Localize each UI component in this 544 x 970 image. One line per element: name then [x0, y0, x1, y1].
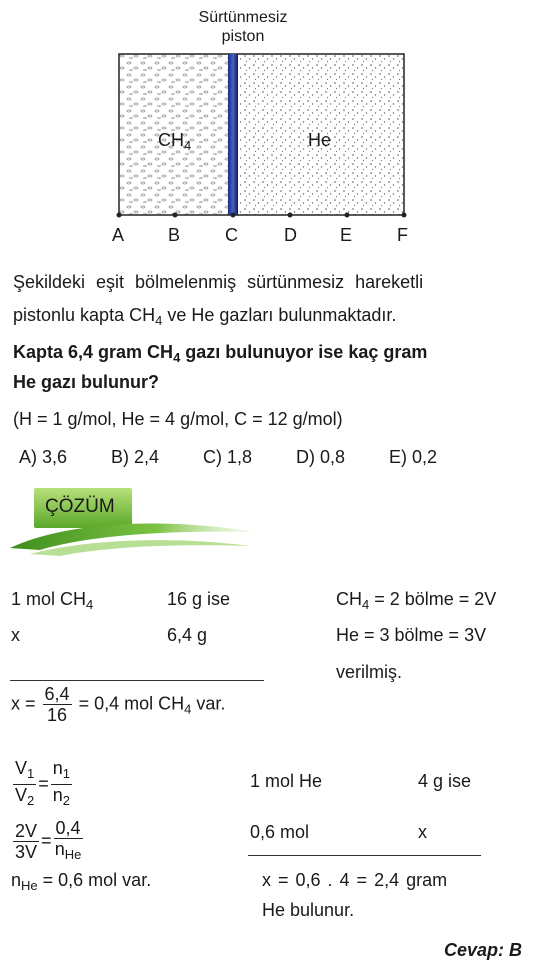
question-line-1: Şekildeki eşit bölmelenmiş sürtünmesiz hareketli [13, 272, 424, 292]
piston-label-line2: piston [221, 28, 265, 45]
he-mass-conclusion: He bulunur. [262, 900, 355, 920]
ch4-mol-row2-col1: x [11, 625, 20, 645]
ch4-mol-row1-col2: 16 g ise [167, 589, 231, 609]
he-mol-result: $n_{He} = 0,6$ mol var. [11, 870, 152, 893]
point-label-c: C [225, 225, 238, 245]
ch4-mol-row1-col1: 1 mol $CH_4$ [11, 589, 94, 612]
option-c: C) 1,8 [203, 447, 253, 467]
x-fraction: $\frac{6,4}{16}$ [44, 684, 70, 725]
question-bold-line-1: Kapta 6,4 gram $CH_4$ gazı bulunuyor ise kaç gram [13, 342, 428, 365]
proportion-divider-2 [248, 855, 481, 856]
ch4-mol-row2-col2: 6,4 g [167, 625, 208, 645]
piston-label-line1: Sürtünmesiz [198, 9, 288, 26]
option-d: D) 0,8 [296, 447, 346, 467]
substituted-ratio-equation: $\frac{2V}{3V}$ = $\frac{0,4}{n_{He}}$ [15, 818, 82, 862]
he-label: He [308, 130, 332, 150]
option-a: A) 3,6 [19, 447, 68, 467]
container-diagram [0, 0, 544, 250]
volume-ratio-equation: $\frac{V_1}{V_2}$ = $\frac{n_1}{n_2}$ [15, 758, 71, 808]
he-mass-result: x = 0,6 . 4 = 2,4 gram [262, 870, 448, 890]
option-b: B) 2,4 [111, 447, 160, 467]
proportion-divider-1 [10, 680, 264, 681]
option-e: E) 0,2 [389, 447, 438, 467]
solution-banner-label: ÇÖZÜM [45, 496, 115, 517]
point-label-a: A [112, 225, 125, 245]
point-label-d: D [284, 225, 297, 245]
answer-label: Cevap: B [444, 940, 523, 960]
x-calculation: x = $\frac{6,4}{16}$ = 0,4 mol $CH_4$ var. [11, 684, 226, 725]
given-masses: (H = 1 g/mol, He = 4 g/mol, C = 12 g/mol) [13, 409, 343, 429]
question-bold-line-2: He gazı bulunur? [13, 372, 159, 392]
volume-he: He = 3 bölme = 3V [336, 625, 487, 645]
he-mass-row2-col1: 0,6 mol [250, 822, 310, 842]
volume-ch4: $CH_4 = 2$ bölme = 2V [336, 589, 497, 612]
question-line-2: pistonlu kapta $CH_4$ ve He gazları bulunmaktadır. [13, 305, 397, 328]
solution-banner-graphic [0, 480, 260, 575]
piston [228, 54, 238, 215]
he-mass-row1-col1: 1 mol He [250, 771, 323, 791]
given-note: verilmiş. [336, 662, 402, 682]
he-mass-row2-col2: x [418, 822, 427, 842]
ch4-label: $CH_4$ [158, 130, 192, 153]
point-label-e: E [340, 225, 353, 245]
point-label-f: F [397, 225, 408, 245]
point-label-b: B [168, 225, 181, 245]
he-mass-row1-col2: 4 g ise [418, 771, 472, 791]
